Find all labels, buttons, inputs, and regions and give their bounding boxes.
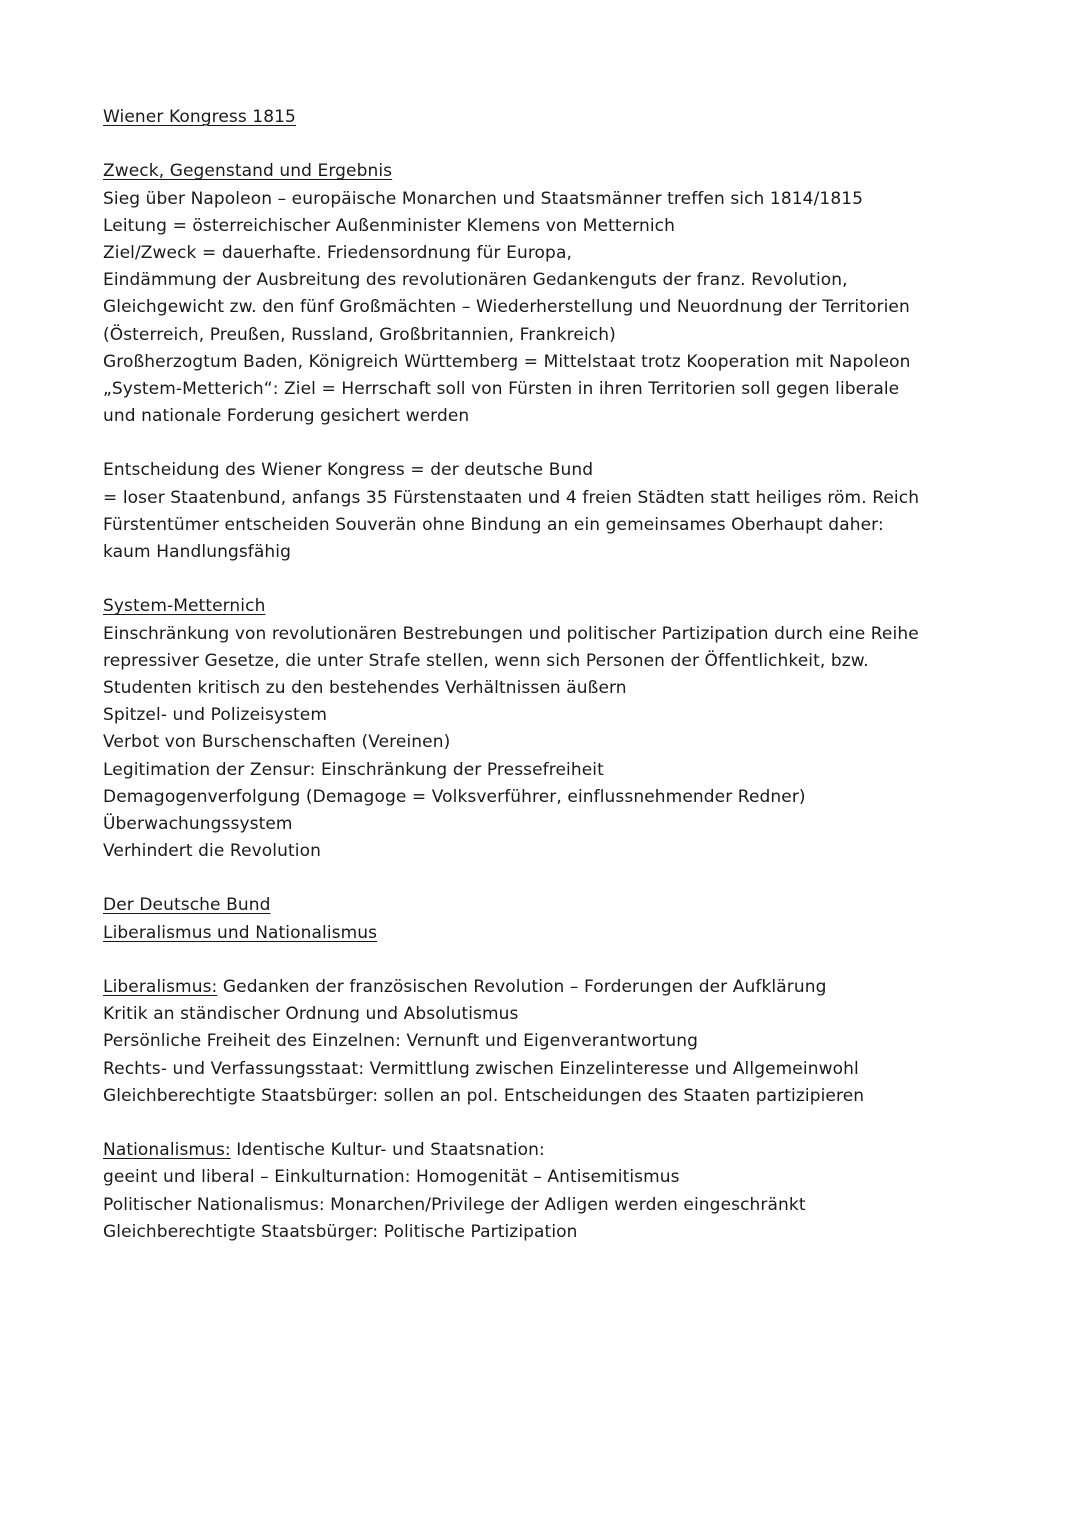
text-line: Sieg über Napoleon – europäische Monarchen und Staatsmänner treffen sich 1814/1815 [103, 188, 864, 209]
spacer [103, 865, 1003, 892]
document-body [103, 104, 1003, 1246]
text-line: kaum Handlungsfähig [103, 542, 291, 562]
text-line: Verbot von Burschenschaften (Vereinen) [103, 732, 451, 753]
text-line: Leitung = österreichischer Außenminister Klemens von Metternich [103, 215, 676, 236]
text-line: Studenten kritisch zu den bestehendes Verhältnissen äußern [103, 677, 627, 698]
text-line: Gleichberechtigte Staatsbürger: Politische Partizipation [103, 1221, 578, 1242]
liberalismus-first-line [103, 974, 1003, 1001]
text-line: repressiver Gesetze, die unter Strafe stellen, wenn sich Personen der Öffentlichkeit, bzw. [103, 650, 869, 671]
text-line: Kritik an ständischer Ordnung und Absolutismus [103, 1004, 519, 1025]
section-heading-liberalismus-nationalismus: Liberalismus und Nationalismus [103, 922, 378, 943]
liberalismus-label: Liberalismus: [103, 977, 218, 997]
text-line: Politischer Nationalismus: Monarchen/Privilege der Adligen werden eingeschränkt [103, 1194, 806, 1215]
text-line: = loser Staatenbund, anfangs 35 Fürstenstaaten und 4 freien Städten statt heiliges röm. Reich [103, 487, 920, 508]
spacer [103, 566, 1003, 593]
text-line: (Österreich, Preußen, Russland, Großbritannien, Frankreich) [103, 324, 616, 345]
text-line: Einschränkung von revolutionären Bestrebungen und politischer Partizipation durch eine Reihe [103, 623, 919, 644]
text-line: „System-Metterich“: Ziel = Herrschaft soll von Fürsten in ihren Territorien soll gegen liberale [103, 378, 900, 399]
spacer [103, 131, 1003, 158]
spacer [103, 947, 1003, 974]
text-line: Legitimation der Zensur: Einschränkung der Pressefreiheit [103, 759, 604, 780]
text-line: Demagogenverfolgung (Demagoge = Volksverführer, einflussnehmender Redner) [103, 786, 806, 807]
section-heading-deutscher-bund: Der Deutsche Bund [103, 895, 271, 916]
spacer [103, 1110, 1003, 1137]
text-line: Gleichgewicht zw. den fünf Großmächten – Wiederherstellung und Neuordnung der Territorien [103, 297, 910, 318]
text-line: und nationale Forderung gesichert werden [103, 406, 470, 427]
nationalismus-first-text: Identische Kultur- und Staatsnation: [230, 1140, 545, 1161]
text-line: Persönliche Freiheit des Einzelnen: Vernunft und Eigenverantwortung [103, 1031, 699, 1052]
text-line: Entscheidung des Wiener Kongress = der deutsche Bund [103, 460, 594, 481]
text-line: Verhindert die Revolution [103, 841, 321, 862]
liberalismus-first-text: Gedanken der französischen Revolution – Forderungen der Aufklärung [217, 977, 827, 997]
nationalismus-label: Nationalismus: [103, 1140, 231, 1161]
text-line: Rechts- und Verfassungsstaat: Vermittlung zwischen Einzelinteresse und Allgemeinwohl [103, 1058, 859, 1079]
text-line: geeint und liberal – Einkulturnation: Homogenität – Antisemitismus [103, 1167, 680, 1188]
section-heading-zweck: Zweck, Gegenstand und Ergebnis [103, 161, 393, 182]
text-line: Gleichberechtigte Staatsbürger: sollen an pol. Entscheidungen des Staaten partizipieren [103, 1085, 865, 1106]
document-title: Wiener Kongress 1815 [103, 107, 296, 127]
text-line: Spitzel- und Polizeisystem [103, 705, 328, 726]
nationalismus-first-line [103, 1137, 1003, 1164]
text-line: Überwachungssystem [103, 813, 293, 834]
text-line: Fürstentümer entscheiden Souverän ohne Bindung an ein gemeinsames Oberhaupt daher: [103, 514, 884, 535]
text-line: Ziel/Zweck = dauerhafte. Friedensordnung für Europa, [103, 242, 572, 263]
section-heading-system-metternich: System-Metternich [103, 596, 266, 617]
text-line: Großherzogtum Baden, Königreich Württemberg = Mittelstaat trotz Kooperation mit Napoleon [103, 351, 911, 372]
spacer [103, 430, 1003, 457]
text-line: Eindämmung der Ausbreitung des revolutionären Gedankenguts der franz. Revolution, [103, 270, 848, 291]
